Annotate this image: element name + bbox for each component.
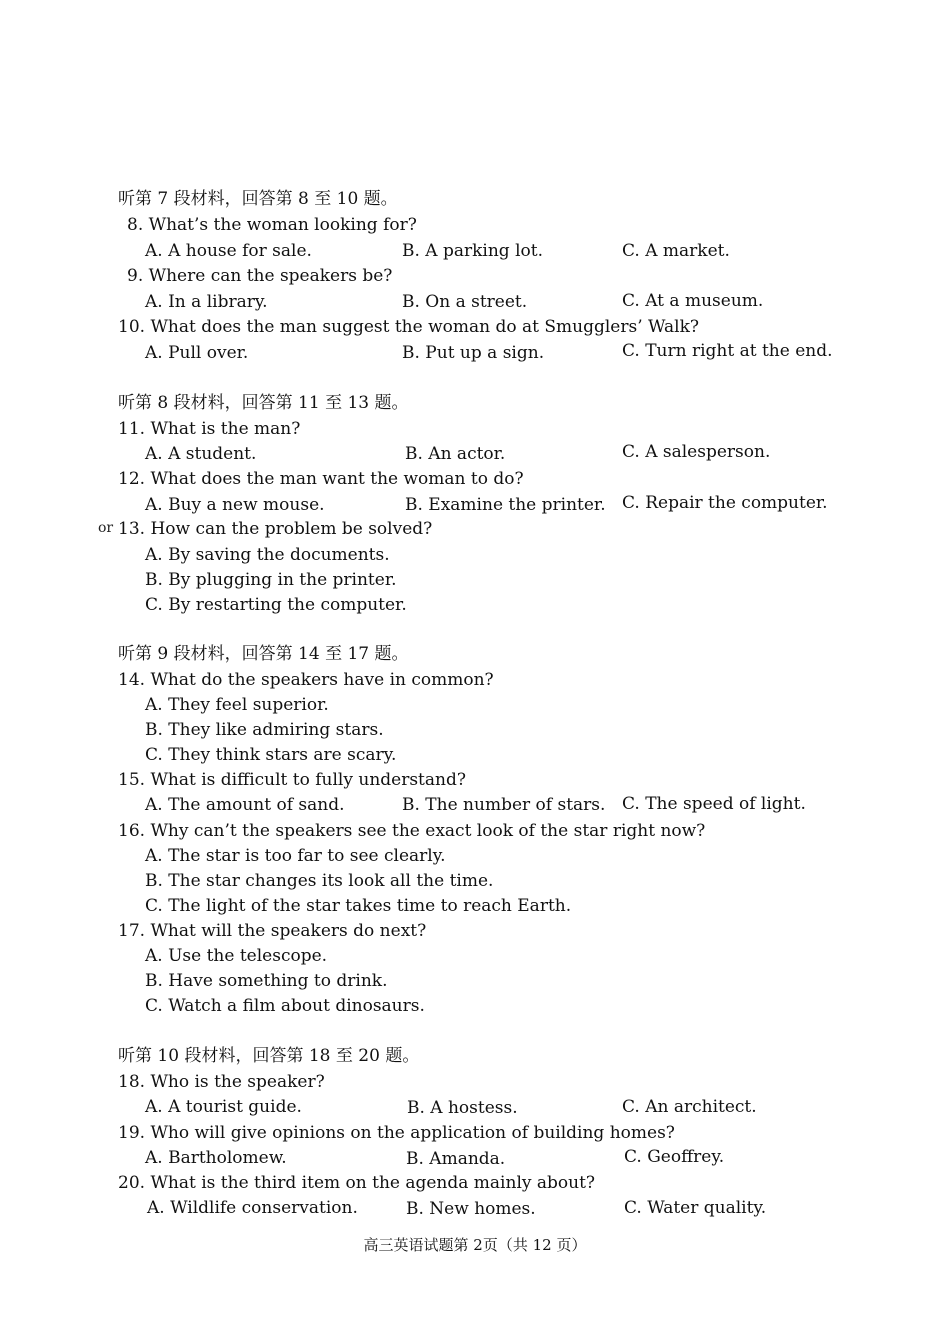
question-stem: 9. Where can the speakers be?: [127, 266, 393, 286]
option-c: C. They think stars are scary.: [145, 745, 397, 765]
question-stem: 11. What is the man?: [118, 419, 301, 439]
option-a: A. A house for sale.: [145, 241, 312, 261]
section-heading: 听第 7 段材料，回答第 8 至 10 题。: [118, 189, 398, 209]
option-a: A. A student.: [145, 444, 257, 464]
option-c: C. Turn right at the end.: [622, 341, 833, 361]
option-c: C. The speed of light.: [622, 794, 806, 814]
option-b: B. Put up a sign.: [402, 343, 545, 363]
option-b: B. The star changes its look all the time.: [145, 871, 494, 891]
option-b: B. By plugging in the printer.: [145, 570, 397, 590]
option-a: A. The amount of sand.: [145, 795, 345, 815]
option-b: B. New homes.: [406, 1199, 536, 1219]
option-a: A. Pull over.: [145, 343, 249, 363]
option-c: C. Repair the computer.: [622, 493, 828, 513]
option-a: A. By saving the documents.: [145, 545, 390, 565]
option-a: A. Use the telescope.: [145, 946, 328, 966]
question-stem: 12. What does the man want the woman to do?: [118, 469, 524, 489]
question-stem: 15. What is difficult to fully understand?: [118, 770, 466, 790]
option-c: C. Geoffrey.: [624, 1147, 725, 1167]
option-c: C. The light of the star takes time to reach Earth.: [145, 896, 572, 916]
option-b: B. The number of stars.: [402, 795, 606, 815]
question-stem: 13. How can the problem be solved?: [118, 519, 433, 539]
option-c: C. By restarting the computer.: [145, 595, 407, 615]
option-b: B. They like admiring stars.: [145, 720, 384, 740]
option-c: C. A salesperson.: [622, 442, 771, 462]
section-heading: 听第 8 段材料，回答第 11 至 13 题。: [118, 393, 409, 413]
option-b: B. Examine the printer.: [405, 495, 606, 515]
option-c: C. An architect.: [622, 1097, 757, 1117]
option-a: A. Buy a new mouse.: [145, 495, 325, 515]
section-heading: 听第 10 段材料，回答第 18 至 20 题。: [118, 1046, 420, 1066]
section-heading: 听第 9 段材料，回答第 14 至 17 题。: [118, 644, 409, 664]
question-stem: 18. Who is the speaker?: [118, 1072, 325, 1092]
question-stem: 19. Who will give opinions on the application of building homes?: [118, 1123, 675, 1143]
option-c: C. At a museum.: [622, 291, 764, 311]
option-b: B. A parking lot.: [402, 241, 544, 261]
question-stem: 14. What do the speakers have in common?: [118, 670, 494, 690]
page-footer: 高三英语试题第 2页（共 12 页）: [363, 1236, 587, 1254]
question-stem: 16. Why can’t the speakers see the exact look of the star right now?: [118, 821, 706, 841]
option-a: A. Wildlife conservation.: [147, 1198, 358, 1218]
option-a: A. A tourist guide.: [145, 1097, 302, 1117]
option-b: B. Have something to drink.: [145, 971, 388, 991]
option-c: C. A market.: [622, 241, 730, 261]
option-a: A. They feel superior.: [145, 695, 329, 715]
question-stem: 10. What does the man suggest the woman do at Smugglers’ Walk?: [118, 317, 699, 337]
option-b: B. On a street.: [402, 292, 528, 312]
question-stem: 8. What’s the woman looking for?: [127, 215, 417, 235]
question-stem: 17. What will the speakers do next?: [118, 921, 427, 941]
option-a: A. The star is too far to see clearly.: [145, 846, 446, 866]
question-stem: 20. What is the third item on the agenda mainly about?: [118, 1173, 596, 1193]
option-a: A. Bartholomew.: [145, 1148, 287, 1168]
margin-note: or: [98, 520, 114, 536]
option-c: C. Watch a film about dinosaurs.: [145, 996, 425, 1016]
option-c: C. Water quality.: [624, 1198, 767, 1218]
option-b: B. Amanda.: [406, 1149, 506, 1169]
option-a: A. In a library.: [145, 292, 268, 312]
option-b: B. An actor.: [405, 444, 506, 464]
option-b: B. A hostess.: [407, 1098, 518, 1118]
